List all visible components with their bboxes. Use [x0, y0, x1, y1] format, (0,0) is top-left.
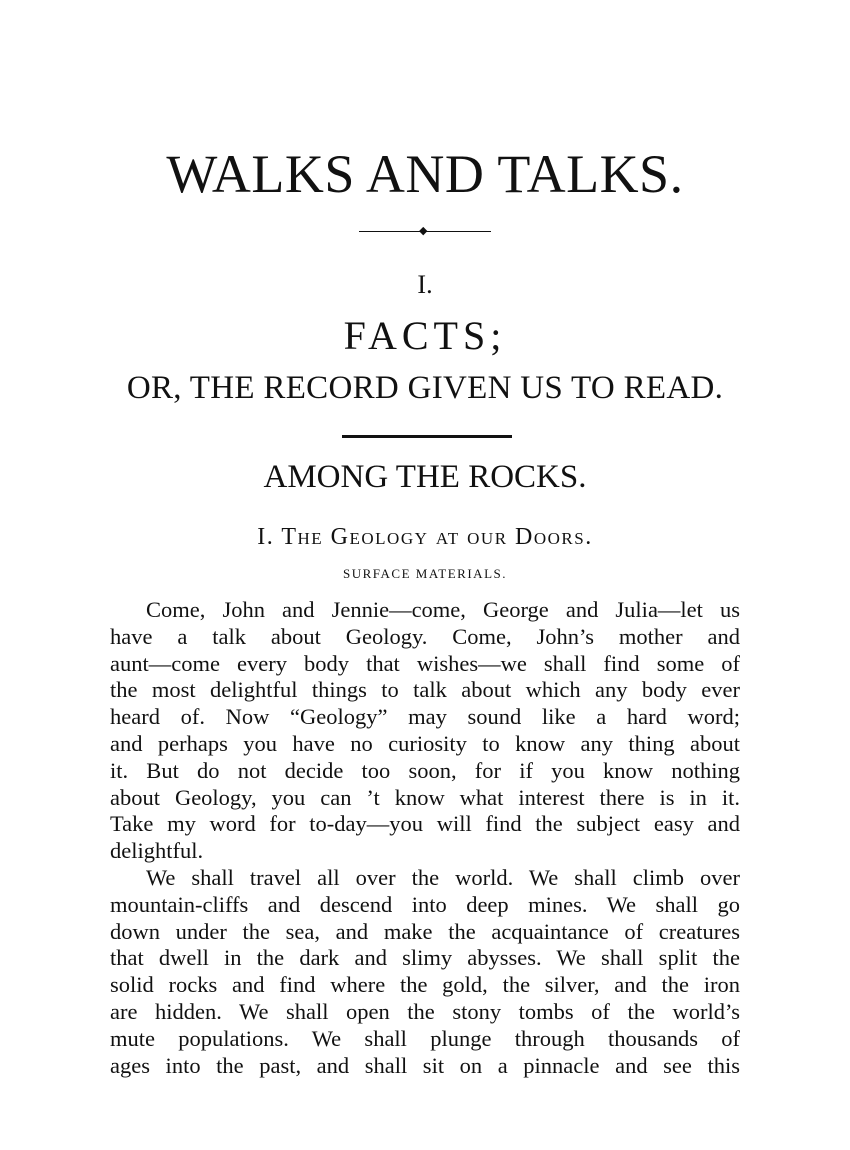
- text-line: mountain-cliffs and descend into deep mines. We shall go: [110, 891, 740, 917]
- text-line: it. But do not decide too soon, for if you know nothing: [110, 757, 740, 783]
- text-line: mute populations. We shall plunge through thousands of: [110, 1025, 740, 1051]
- paragraph: [110, 597, 740, 865]
- ornament-dot-icon: ◆: [419, 225, 428, 237]
- text-line: about Geology, you can ’t know what interest there is in it.: [110, 784, 740, 810]
- book-title: WALKS AND TALKS.: [166, 144, 684, 204]
- text-line: the most delightful things to talk about which any body ever: [110, 677, 740, 703]
- text-line: are hidden. We shall open the stony tombs of the world’s: [110, 998, 740, 1024]
- section-divider: [342, 435, 512, 438]
- text-line: Come, John and Jennie—come, George and Julia—let us: [146, 597, 740, 622]
- text-line: heard of. Now “Geology” may sound like a hard word;: [110, 704, 740, 730]
- text-line: We shall travel all over the world. We shall climb over: [146, 864, 740, 890]
- paragraph: [110, 865, 740, 1079]
- part-title: FACTS;: [343, 313, 507, 358]
- body-text: [110, 597, 740, 1079]
- text-line: solid rocks and find where the gold, the silver, and the iron: [110, 972, 740, 998]
- ornament-rule: [0, 224, 850, 242]
- text-line: that dwell in the dark and slimy abysses. We shall split the: [110, 945, 740, 971]
- chapter-title: I. The Geology at our Doors.: [257, 524, 593, 550]
- text-line: have a talk about Geology. Come, John’s mother and: [110, 623, 740, 649]
- text-line: down under the sea, and make the acquaintance of creatures: [110, 918, 740, 944]
- text-line: ages into the past, and shall sit on a pinnacle and see this: [110, 1052, 740, 1078]
- text-line: delightful.: [110, 838, 204, 864]
- subsection-title: SURFACE MATERIALS.: [342, 566, 507, 581]
- part-number: I.: [417, 270, 433, 299]
- part-subtitle: OR, THE RECORD GIVEN US TO READ.: [126, 370, 724, 406]
- text-line: and perhaps you have no curiosity to know any thing about: [110, 730, 740, 756]
- text-line: aunt—come every body that wishes—we shall find some of: [110, 650, 740, 676]
- text-line: Take my word for to-day—you will find the subject easy and: [110, 811, 740, 837]
- section-title: AMONG THE ROCKS.: [263, 459, 587, 495]
